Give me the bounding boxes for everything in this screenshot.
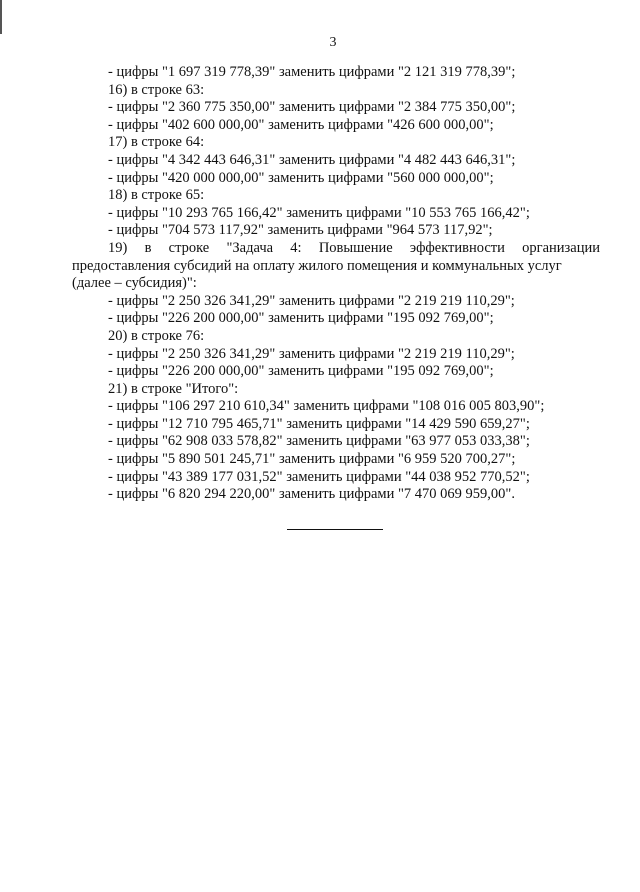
text-line: - цифры "226 200 000,00" заменить цифрами "195 092 769,00"; [108, 310, 494, 327]
text-line: - цифры "1 697 319 778,39" заменить цифрами "2 121 319 778,39"; [108, 64, 516, 80]
text-line: 17) в строке 64: [108, 134, 205, 151]
text-line: - цифры "4 342 443 646,31" заменить цифрами "4 482 443 646,31"; [108, 151, 516, 168]
text-line: - цифры "402 600 000,00" заменить цифрами "426 600 000,00"; [108, 116, 494, 133]
text-line: - цифры "2 250 326 341,29" заменить цифрами "2 219 219 110,29"; [108, 292, 515, 309]
text-line: - цифры "2 250 326 341,29" заменить цифрами "2 219 219 110,29"; [108, 345, 515, 362]
text-line: 20) в строке 76: [108, 327, 205, 344]
text-line: предоставления субсидий на оплату жилого помещения и коммунальных услуг [72, 257, 562, 274]
text-line: - цифры "62 908 033 578,82" заменить цифрами "63 977 053 033,38"; [108, 433, 530, 450]
text-line: - цифры "106 297 210 610,34" заменить цифрами "108 016 005 803,90"; [108, 398, 545, 415]
document-body [72, 64, 600, 504]
text-line: 21) в строке "Итого": [108, 380, 239, 397]
text-line: 16) в строке 63: [108, 81, 205, 98]
text-line: - цифры "2 360 775 350,00" заменить цифрами "2 384 775 350,00"; [108, 99, 516, 116]
end-divider [287, 529, 383, 530]
scan-edge-mark [0, 0, 2, 34]
text-line: - цифры "5 890 501 245,71" заменить цифрами "6 959 520 700,27"; [108, 451, 516, 468]
text-line: - цифры "704 573 117,92" заменить цифрами "964 573 117,92"; [108, 222, 493, 239]
text-line: - цифры "12 710 795 465,71" заменить цифрами "14 429 590 659,27"; [108, 415, 530, 432]
text-line: 18) в строке 65: [108, 187, 205, 204]
text-line: - цифры "226 200 000,00" заменить цифрами "195 092 769,00"; [108, 363, 494, 380]
text-line: - цифры "420 000 000,00" заменить цифрами "560 000 000,00"; [108, 169, 494, 186]
text-line: (далее – субсидия)": [72, 275, 197, 292]
text-line: - цифры "10 293 765 166,42" заменить цифрами "10 553 765 166,42"; [108, 204, 530, 221]
text-line: - цифры "6 820 294 220,00" заменить цифрами "7 470 069 959,00". [108, 486, 515, 503]
page-number: 3 [329, 35, 337, 50]
text-line: 19) в строке "Задача 4: Повышение эффективности организации [108, 239, 600, 256]
text-line: - цифры "43 389 177 031,52" заменить цифрами "44 038 952 770,52"; [108, 468, 530, 485]
